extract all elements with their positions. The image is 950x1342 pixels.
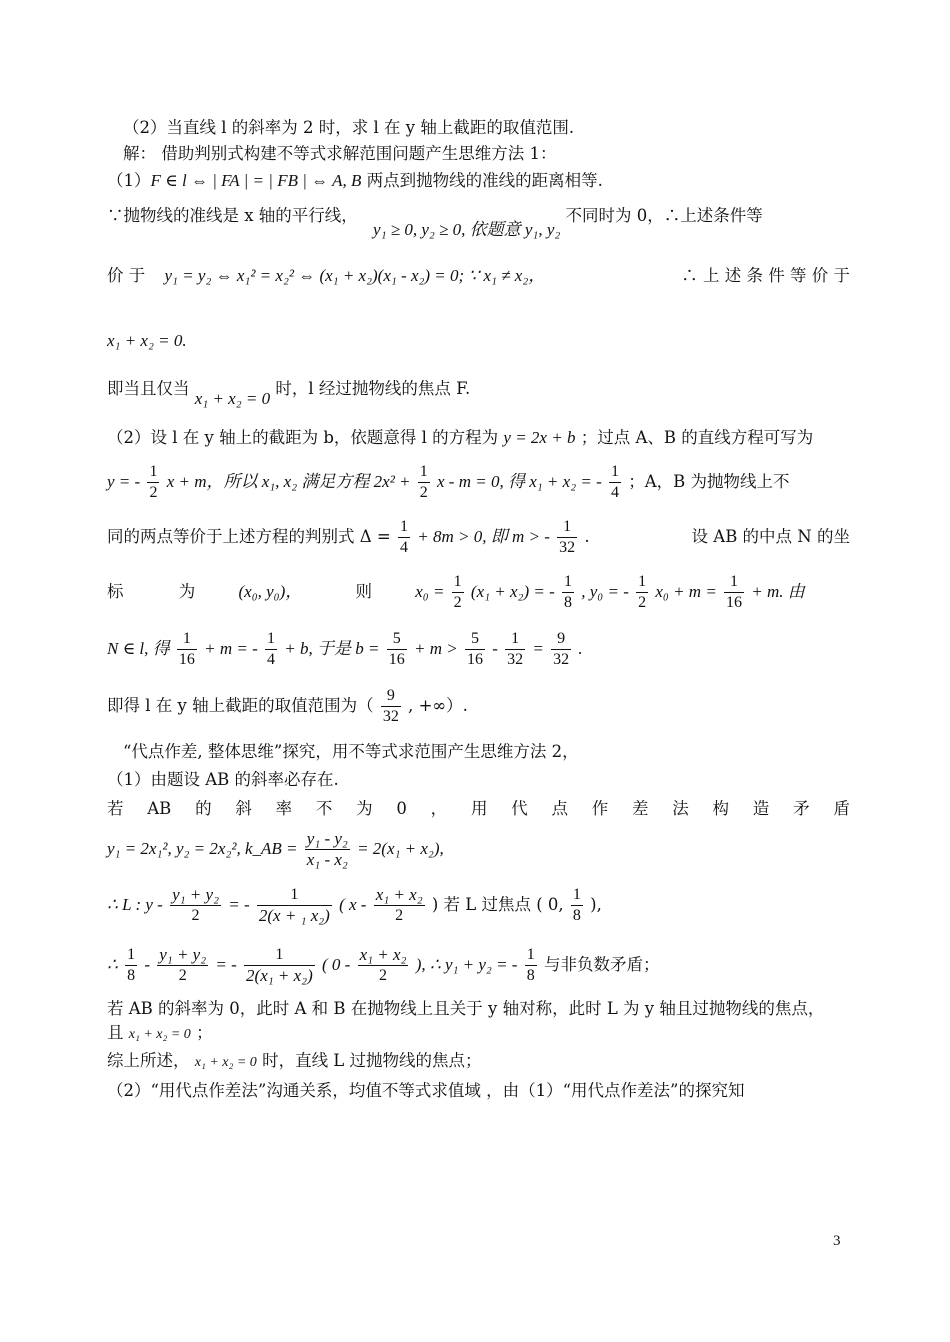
text-line-6: x₁ + x₂ = 0. xyxy=(107,331,187,350)
text-line-5: 价 于 y₁ = y₂ ⇔ x₁² = x₂² ⇔ (x₁ + x₂)(x₁ - x₂) = 0; ∵ x₁ ≠ x₂， ∴ 上 述 条 件 等 价 于 xyxy=(107,266,850,285)
text-line-18: ∴ L : y - $\frac{\text{y₁ + y₂}}{2}$ = - $\frac{1}{\text{2(x + ₁ x₂)}}$ ( x - $\frac{\text{x₁ + x₂}}{2}$ ) 若 L 过焦点 ( 0, $\frac{1}{8}$ ), xyxy=(107,885,602,925)
fraction-half: $\frac{1}{2}$ xyxy=(453,573,462,611)
text-line-17: y₁ = 2x₁², y₂ = 2x₂², k_AB = $\frac{\text{y₁ - y₂}}{\text{x₁ - x₂}}$ = 2(x₁ + x₂), xyxy=(107,829,444,869)
fraction-slope: $\frac{\text{y₁ - y₂}}{\text{x₁ - x₂}}$ xyxy=(306,829,348,869)
fraction-xsum: $\frac{\text{x₁ + x₂}}{2}$ xyxy=(375,885,423,924)
spread-glyph: ， xyxy=(430,799,448,818)
text-line-8: （2）设 l 在 y 轴上的截距为 b，依题意得 l 的方程为 y = 2x + b ；过点 A、B 的直线方程可写为 xyxy=(107,428,814,447)
spread-glyph: 用 xyxy=(470,799,488,818)
text-line-2: 解： 借助判别式构建不等式求解范围问题产生思维方法 1： xyxy=(123,144,557,163)
fraction-one-32: $\frac{1}{32}$ xyxy=(559,518,576,556)
fraction-ysum: $\frac{\text{y₁ + y₂}}{2}$ xyxy=(159,945,207,984)
text-line-16 xyxy=(107,798,850,820)
fraction-ysum: $\frac{\text{y₁ + y₂}}{2}$ xyxy=(172,885,219,924)
spread-glyph: 的 xyxy=(195,799,212,818)
fraction-eighth: $\frac{1}{8}$ xyxy=(572,886,581,924)
fraction-eighth: $\frac{1}{8}$ xyxy=(127,946,136,984)
fraction-inverse: $\frac{1}{\text{2(x₁ + x₂)}}$ xyxy=(246,946,313,985)
text-line-1: （2）当直线 l 的斜率为 2 时，求 l 在 y 轴上截距的取值范围. xyxy=(123,118,575,137)
text-line-9: y = - $\frac{1}{2}$ x + m，所以 x₁, x₂ 满足方程 2x² + $\frac{1}{2}$ x - m = 0, 得 x₁ + x₂ = - $\frac{1}{4}$ ；A，B 为抛物线上不 xyxy=(107,463,790,501)
spread-glyph: 矛 xyxy=(793,799,810,818)
text-line-19: ∴ $\frac{1}{8}$ - $\frac{\text{y₁ + y₂}}{2}$ = - $\frac{1}{\text{2(x₁ + x₂)}}$ ( 0 - $\frac{\text{x₁ + x₂}}{2}$ ), ∴ y₁ + y₂ = - $\frac{1}{8}$ 与非负数矛盾； xyxy=(107,945,660,985)
fraction-five-16: $\frac{5}{16}$ xyxy=(388,630,405,668)
spread-glyph: 0 xyxy=(396,799,407,818)
spread-glyph: 率 xyxy=(275,799,293,818)
text-line-20: 若 AB 的斜率为 0，此时 A 和 B 在抛物线上且关于 y 轴对称，此时 L 为 y 轴且过抛物线的焦点， xyxy=(107,999,825,1018)
text-line-7: 即当且仅当 x₁ + x₂ = 0 时，l 经过抛物线的焦点 F. xyxy=(107,379,471,408)
text-line-3: （1）F ∈ l ⇔ | FA | = | FB | ⇔ A, B 两点到抛物线的准线的距离相等. xyxy=(107,171,603,190)
fraction-quarter: $\frac{1}{4}$ xyxy=(611,463,619,501)
spread-glyph: 造 xyxy=(752,799,770,818)
fraction-one-16: $\frac{1}{16}$ xyxy=(178,630,195,668)
spread-glyph: 法 xyxy=(672,799,689,818)
spread-glyph: 若 xyxy=(107,799,124,818)
fraction-nine-32: $\frac{9}{32}$ xyxy=(382,687,399,725)
fraction-quarter: $\frac{1}{4}$ xyxy=(399,518,408,556)
spread-glyph: 作 xyxy=(591,799,609,818)
fraction-half: $\frac{1}{2}$ xyxy=(638,573,647,611)
text-line-23: （2）“用代点作差法”沟通关系，均值不等式求值域 ，由（1）“用代点作差法”的探究知 xyxy=(107,1081,745,1100)
spread-glyph: 斜 xyxy=(235,799,252,818)
spread-glyph: 构 xyxy=(712,799,730,818)
text-line-15: （1）由题设 AB 的斜率必存在. xyxy=(107,770,339,789)
fraction-half: $\frac{1}{2}$ xyxy=(149,463,158,501)
spread-glyph: 差 xyxy=(632,799,649,818)
spread-glyph: 代 xyxy=(511,799,528,818)
text-line-11: 标 为 (x₀, y₀)， 则 x₀ = $\frac{1}{2}$ (x₁ + x₂) = - $\frac{1}{8}$ , y₀ = - $\frac{1}{2}$ x₀ + m = $\frac{1}{16}$ + m. 由 xyxy=(107,573,805,611)
fraction-five-16: $\frac{5}{16}$ xyxy=(466,630,483,668)
text-line-10: 同的两点等价于上述方程的判别式 Δ = $\frac{1}{4}$ + 8m > 0, 即 m > - $\frac{1}{32}$ . 设 AB 的中点 N 的坐 xyxy=(107,518,850,556)
spread-glyph: 盾 xyxy=(833,799,850,818)
spread-glyph: AB xyxy=(147,799,172,818)
page-number: 3 xyxy=(833,1233,841,1249)
spread-glyph: 不 xyxy=(315,799,333,818)
text-line-12: N ∈ l, 得 $\frac{1}{16}$ + m = - $\frac{1}{4}$ + b, 于是 b = $\frac{5}{16}$ + m > $\frac{5}{16}$ - $\frac{1}{32}$ = $\frac{9}{32}$ . xyxy=(107,630,583,668)
fraction-eighth: $\frac{1}{8}$ xyxy=(526,946,535,984)
text-line-4: ∵抛物线的准线是 x 轴的平行线， y₁ ≥ 0, y₂ ≥ 0, 依题意 y₁, y₂ 不同时为 0，∴上述条件等 xyxy=(107,206,763,239)
fraction-inverse: $\frac{1}{\text{2(x + ₁ x₂)}}$ xyxy=(258,886,330,925)
text-line-14: “代点作差, 整体思维”探究，用不等式求范围产生思维方法 2， xyxy=(123,742,579,761)
fraction-one-16: $\frac{1}{16}$ xyxy=(726,573,743,611)
spread-glyph: 点 xyxy=(551,799,568,818)
text-line-13: 即得 l 在 y 轴上截距的取值范围为（ $\frac{9}{32}$ , +∞）. xyxy=(107,687,468,725)
fraction-quarter: $\frac{1}{4}$ xyxy=(267,630,276,668)
fraction-nine-32: $\frac{9}{32}$ xyxy=(553,630,570,668)
text-line-21: 且 x₁ + x₂ = 0 ； xyxy=(107,1023,213,1042)
spread-glyph: 为 xyxy=(356,799,373,818)
text-line-22: 综上所述， x₁ + x₂ = 0 时，直线 L 过抛物线的焦点； xyxy=(107,1051,482,1070)
fraction-one-32: $\frac{1}{32}$ xyxy=(507,630,524,668)
fraction-eighth: $\frac{1}{8}$ xyxy=(564,573,573,611)
fraction-half: $\frac{1}{2}$ xyxy=(419,463,428,501)
fraction-xsum: $\frac{\text{x₁ + x₂}}{2}$ xyxy=(359,945,407,984)
